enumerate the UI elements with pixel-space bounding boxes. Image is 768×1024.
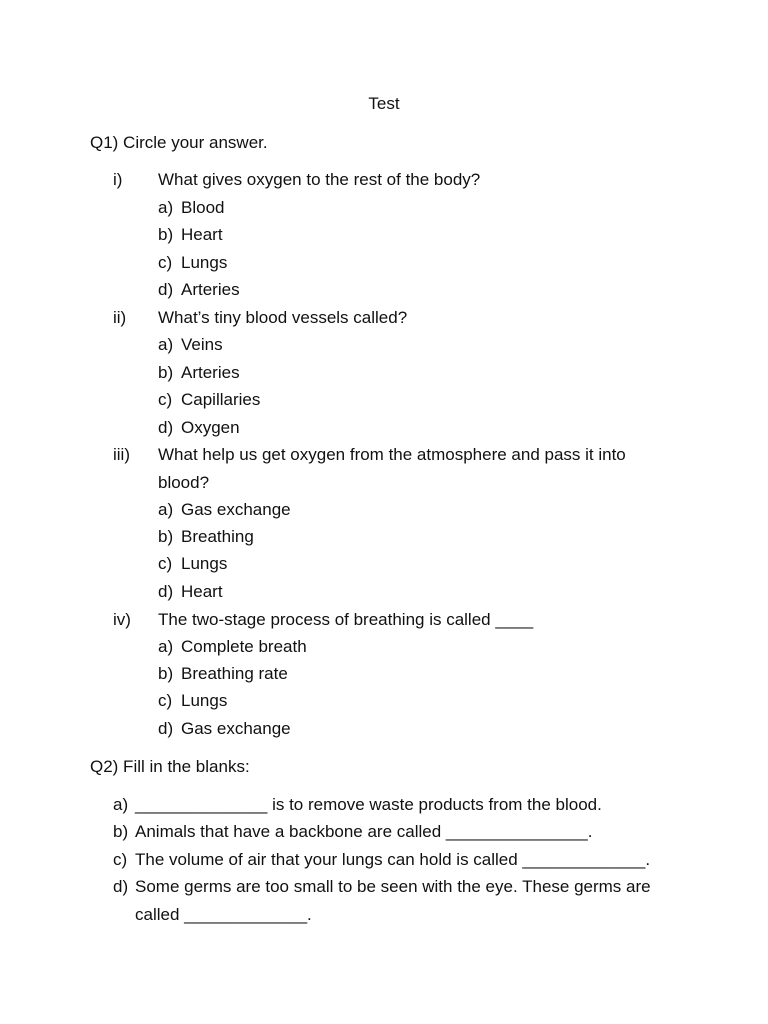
option-letter: d): [158, 280, 174, 299]
item-text: Animals that have a backbone are called _______________.: [135, 822, 593, 841]
option-b: [158, 526, 254, 548]
option-d: [158, 718, 291, 740]
option-text: Lungs: [181, 691, 228, 710]
option-text: Gas exchange: [181, 500, 291, 519]
option-c: [158, 252, 227, 274]
option-letter: a): [158, 637, 174, 656]
item-text: The volume of air that your lungs can hold is called _____________.: [135, 850, 651, 869]
option-d: [158, 581, 223, 603]
option-d: [158, 417, 240, 439]
option-text: Lungs: [181, 554, 228, 573]
option-letter: b): [158, 527, 174, 546]
option-text: Breathing rate: [181, 664, 288, 683]
option-letter: c): [158, 390, 173, 409]
option-letter: a): [158, 198, 174, 217]
option-c: [158, 553, 227, 575]
item-letter: b): [113, 822, 129, 841]
item-text: ______________ is to remove waste products from the blood.: [135, 795, 602, 814]
question-text: What’s tiny blood vessels called?: [158, 308, 408, 327]
question-number: iv): [113, 610, 131, 629]
item-letter: a): [113, 795, 129, 814]
question-number: ii): [113, 308, 127, 327]
question-number: i): [113, 170, 123, 189]
option-text: Complete breath: [181, 637, 307, 656]
question-text: What help us get oxygen from the atmosphere and pass it into blood?: [158, 445, 626, 492]
q1-heading: Q1) Circle your answer.: [90, 133, 268, 152]
option-letter: d): [158, 418, 174, 437]
q2-heading: Q2) Fill in the blanks:: [90, 757, 250, 776]
option-letter: b): [158, 225, 174, 244]
option-b: [158, 362, 240, 384]
option-letter: d): [158, 582, 174, 601]
option-letter: c): [158, 253, 173, 272]
page-title: Test: [368, 94, 400, 113]
option-text: Arteries: [181, 363, 240, 382]
option-text: Blood: [181, 198, 225, 217]
option-letter: b): [158, 363, 174, 382]
question-text: The two-stage process of breathing is called ____: [158, 610, 534, 629]
option-text: Gas exchange: [181, 719, 291, 738]
question-text: What gives oxygen to the rest of the body?: [158, 170, 481, 189]
option-a: [158, 334, 223, 356]
item-letter: d): [113, 877, 129, 896]
option-text: Oxygen: [181, 418, 240, 437]
option-text: Heart: [181, 225, 223, 244]
option-c: [158, 389, 260, 411]
question-number: iii): [113, 445, 130, 464]
option-text: Arteries: [181, 280, 240, 299]
option-b: [158, 224, 223, 246]
item-letter: c): [113, 850, 128, 869]
option-a: [158, 636, 307, 658]
option-letter: a): [158, 335, 174, 354]
option-text: Capillaries: [181, 390, 261, 409]
option-text: Veins: [181, 335, 223, 354]
option-text: Lungs: [181, 253, 228, 272]
option-text: Heart: [181, 582, 223, 601]
option-b: [158, 663, 288, 685]
option-text: Breathing: [181, 527, 254, 546]
option-c: [158, 690, 227, 712]
option-a: [158, 499, 291, 521]
option-letter: c): [158, 554, 173, 573]
option-letter: a): [158, 500, 174, 519]
option-a: [158, 197, 224, 219]
option-letter: c): [158, 691, 173, 710]
option-letter: d): [158, 719, 174, 738]
option-letter: b): [158, 664, 174, 683]
item-text: Some germs are too small to be seen with the eye. These germs are called _____________.: [135, 877, 651, 924]
option-d: [158, 279, 240, 301]
